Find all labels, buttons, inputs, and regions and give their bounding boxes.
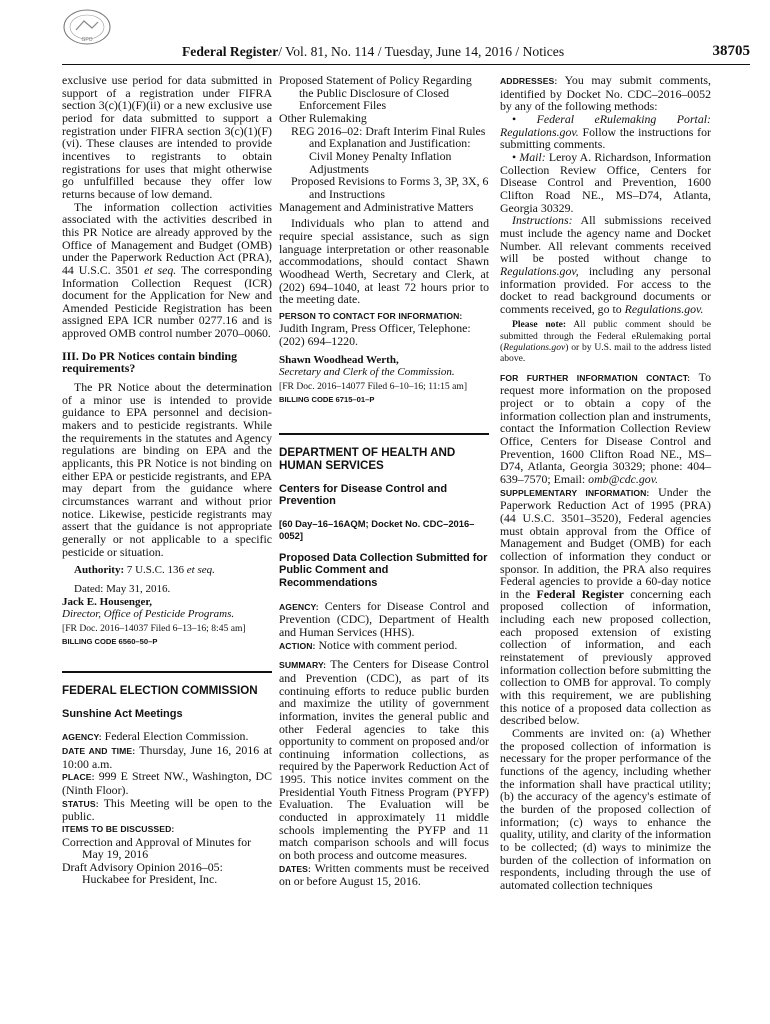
- contact-text: Judith Ingram, Press Officer, Telephone: (202) 694–1220.: [279, 321, 471, 349]
- dated-line: Dated: May 31, 2016.: [74, 582, 171, 595]
- column-1: [62, 74, 272, 886]
- email-link[interactable]: omb@cdc.gov.: [588, 471, 659, 486]
- addresses-field: ADDRESSES: You may submit comments, identified by Docket No. CDC–2016–0052 by any of the following methods:: [500, 73, 711, 114]
- paragraph: The information collection activities associated with the activities described in this PR Notice are already approved by the Office of Management and Budget (OMB) under the Paperwork Reduction Act (PRA), 44 U.S.C. 3501 et seq. The corresponding Information Collection Request (ICR) document for the Application for New and Amended Pesticide Registration has been assigned EPA ICR number 0277.16 and is approved OMB control number 2070–0060.: [62, 199, 272, 341]
- subject-heading: Sunshine Act Meetings: [62, 707, 183, 720]
- list-item: Proposed Revisions to Forms 3, 3P, 3X, 6 and Instructions: [291, 174, 489, 201]
- list-item: Proposed Statement of Policy Regarding the Public Disclosure of Closed Enforcement Files: [279, 73, 472, 113]
- dates-field: DATES: Written comments must be received on or before August 15, 2016.: [279, 860, 489, 889]
- section-divider: [62, 671, 272, 673]
- supplementary-field: SUPPLEMENTARY INFORMATION: Under the Paperwork Reduction Act of 1995 (PRA) (44 U.S.C. 3501–3520), Federal agencies must obtain approval from the Office of Management and Budget (OMB) for each collection of information they conduct or sponsor. In addition, the PRA also requires Federal agencies to provide a 60-day notice in the Federal Register concerning each proposed collection of information, including each new proposed collection, each proposed extension of existing collection of information, and each reinstatement of previously approved information collection before submitting the collection to OMB for approval. To comply with this requirement, we are publishing this notice of a proposed data collection as described below.: [500, 484, 712, 728]
- paragraph: Individuals who plan to attend and require special assistance, such as sign language interpretation or other reasonable accommodations, should contact Shawn Woodhead Werth, Secretary and Clerk, at (202) 694–1040, at least 72 hours prior to the meeting date.: [279, 216, 489, 307]
- note-paragraph: Please note: All public comment should be submitted through the Federal eRulemaking portal (Regulations.gov) or by U.S. mail to the address listed above.: [500, 319, 711, 365]
- bullet-item: • Federal eRulemaking Portal: Regulations.gov. Follow the instructions for submitting comments.: [500, 111, 711, 152]
- summary-field: SUMMARY: The Centers for Disease Control and Prevention (CDC), as part of its continuing efforts to reduce public burden and maximize the utility of government information, invites the general public and other Federal agencies to take this opportunity to comment on proposed and/or continuing information collections, as required by the Paperwork Reduction Act of 1995. This notice invites comment on the Presidential Youth Fitness Program (PYFP) Evaluation. The Evaluation will be conducted in approximately 11 middle schools implementing the PYFP and 11 match comparison schools and will focus on both process and outcome measures.: [279, 657, 489, 863]
- bullet-icon: •: [512, 149, 520, 164]
- page-number: 38705: [712, 43, 750, 59]
- place-field: PLACE: 999 E Street NW., Washington, DC (Ninth Floor).: [62, 769, 272, 797]
- billing-code: BILLING CODE 6715–01–P: [279, 395, 375, 405]
- svg-text:GPO: GPO: [81, 37, 93, 43]
- further-info-field: FOR FURTHER INFORMATION CONTACT: To request more information on the proposed project or to obtain a copy of the information collection plan and instruments, contact the Information Collection Review Office, Centers for Disease Control and Prevention, 1600 Clifton Road NE., MS–D74, Atlanta, Georgia 30329; phone: 404–639–7570; Email: omb@cdc.gov.: [500, 369, 712, 486]
- paragraph: Comments are invited on: (a) Whether the proposed collection of information is necessary for the proper performance of the functions of the agency, including whether the information shall have practical utility; (b) the accuracy of the agency's estimate of the burden of the proposed collection of information; (c) ways to enhance the quality, utility, and clarity of the information to be collected; (d) ways to minimize the burden of the collection of information on respondents, including through the use of automated collection techniques: [500, 726, 711, 892]
- list-heading: Management and Administrative Matters: [279, 199, 474, 214]
- running-head: [182, 44, 564, 60]
- date-field: DATE AND TIME: Thursday, June 16, 2016 at 10:00 a.m.: [62, 742, 273, 771]
- section-heading: III. Do PR Notices contain binding requirements?: [62, 348, 238, 376]
- action-field: ACTION: Notice with comment period.: [279, 637, 458, 652]
- authority-line: Authority: 7 U.S.C. 136 et seq.: [74, 564, 215, 577]
- signer-title: Secretary and Clerk of the Commission.: [279, 366, 455, 379]
- bullet-icon: •: [512, 111, 537, 126]
- department-heading: DEPARTMENT OF HEALTH AND HUMAN SERVICES: [279, 446, 456, 472]
- docket-number: [60 Day–16–16AQM; Docket No. CDC–2016–0052]: [279, 517, 475, 541]
- agency-field: AGENCY: Centers for Disease Control and Prevention (CDC), Department of Health and Human Services (HHS).: [279, 598, 489, 639]
- instructions-paragraph: Instructions: All submissions received must include the agency name and Docket Number. All relevant comments received will be posted without change to Regulations.gov, including any personal information provided. For access to the docket to read background documents or comments received, go to Regulations.gov.: [500, 213, 711, 316]
- column-3: [500, 74, 711, 892]
- fr-doc-line: [FR Doc. 2016–14077 Filed 6–10–16; 11:15 am]: [279, 381, 468, 393]
- column-2: [279, 74, 489, 888]
- list-item: Draft Advisory Opinion 2016–05: Huckabee for President, Inc.: [62, 859, 223, 887]
- signer-title: Director, Office of Pesticide Programs.: [62, 608, 235, 621]
- billing-code: BILLING CODE 6560–50–P: [62, 637, 158, 647]
- agency-field: AGENCY: Federal Election Commission.: [62, 729, 249, 744]
- publication-name: Federal Register: [182, 44, 279, 59]
- subagency-heading: Centers for Disease Control and Prevention: [279, 482, 448, 508]
- agency-heading: FEDERAL ELECTION COMMISSION: [62, 683, 258, 697]
- items-label: ITEMS TO BE DISCUSSED:: [62, 823, 175, 834]
- bullet-item: • Mail: Leroy A. Richardson, Information Collection Review Office, Centers for Disease Control and Prevention, 1600 Clifton Road NE., MS–D74, Atlanta, Georgia 30329.: [500, 149, 711, 215]
- list-heading: Other Rulemaking: [279, 110, 367, 125]
- list-item: Correction and Approval of Minutes for May 19, 2016: [62, 834, 252, 862]
- page-header: [62, 38, 750, 65]
- signer-name: Jack E. Housenger,: [62, 595, 153, 608]
- issue-info: / Vol. 81, No. 114 / Tuesday, June 14, 2016 / Notices: [278, 44, 565, 59]
- paragraph: The PR Notice about the determination of a minor use is intended to provide guidance to EPA personnel and decision-makers and to pesticide registrants. While the requirements in the statutes and Agency regulations are binding on EPA and the applicants, this PR Notice is not binding on either EPA or pesticide registrants, and EPA may depart from the guidance where circumstances warrant and without prior notice. Likewise, pesticide registrants may assert that the guidance is not appropriate generally or not applicable to a specific pesticide or situation.: [62, 380, 272, 559]
- section-divider: [279, 433, 489, 435]
- notice-title: Proposed Data Collection Submitted for Public Comment and Recommendations: [279, 551, 488, 590]
- paragraph: exclusive use period for data submitted in support of a registration under FIFRA section 3(c)(1)(F)(ii) or a new exclusive use period for data submitted to support a registration under FIFRA section 3(c)(1)(F)(vi). These clauses are intended to provide incentives to registrants to obtain registrations for uses that might otherwise go unfulfilled because they offer low returns because of low demand.: [62, 73, 272, 201]
- contact-label: PERSON TO CONTACT FOR INFORMATION:: [279, 310, 463, 321]
- signer-name: Shawn Woodhead Werth,: [279, 353, 399, 366]
- fr-doc-line: [FR Doc. 2016–14037 Filed 6–13–16; 8:45 am]: [62, 622, 246, 634]
- list-item: REG 2016–02: Draft Interim Final Rules and Explanation and Justification: Civil Money Penalty Inflation Adjustments: [291, 123, 486, 176]
- status-field: STATUS: This Meeting will be open to the public.: [62, 795, 272, 824]
